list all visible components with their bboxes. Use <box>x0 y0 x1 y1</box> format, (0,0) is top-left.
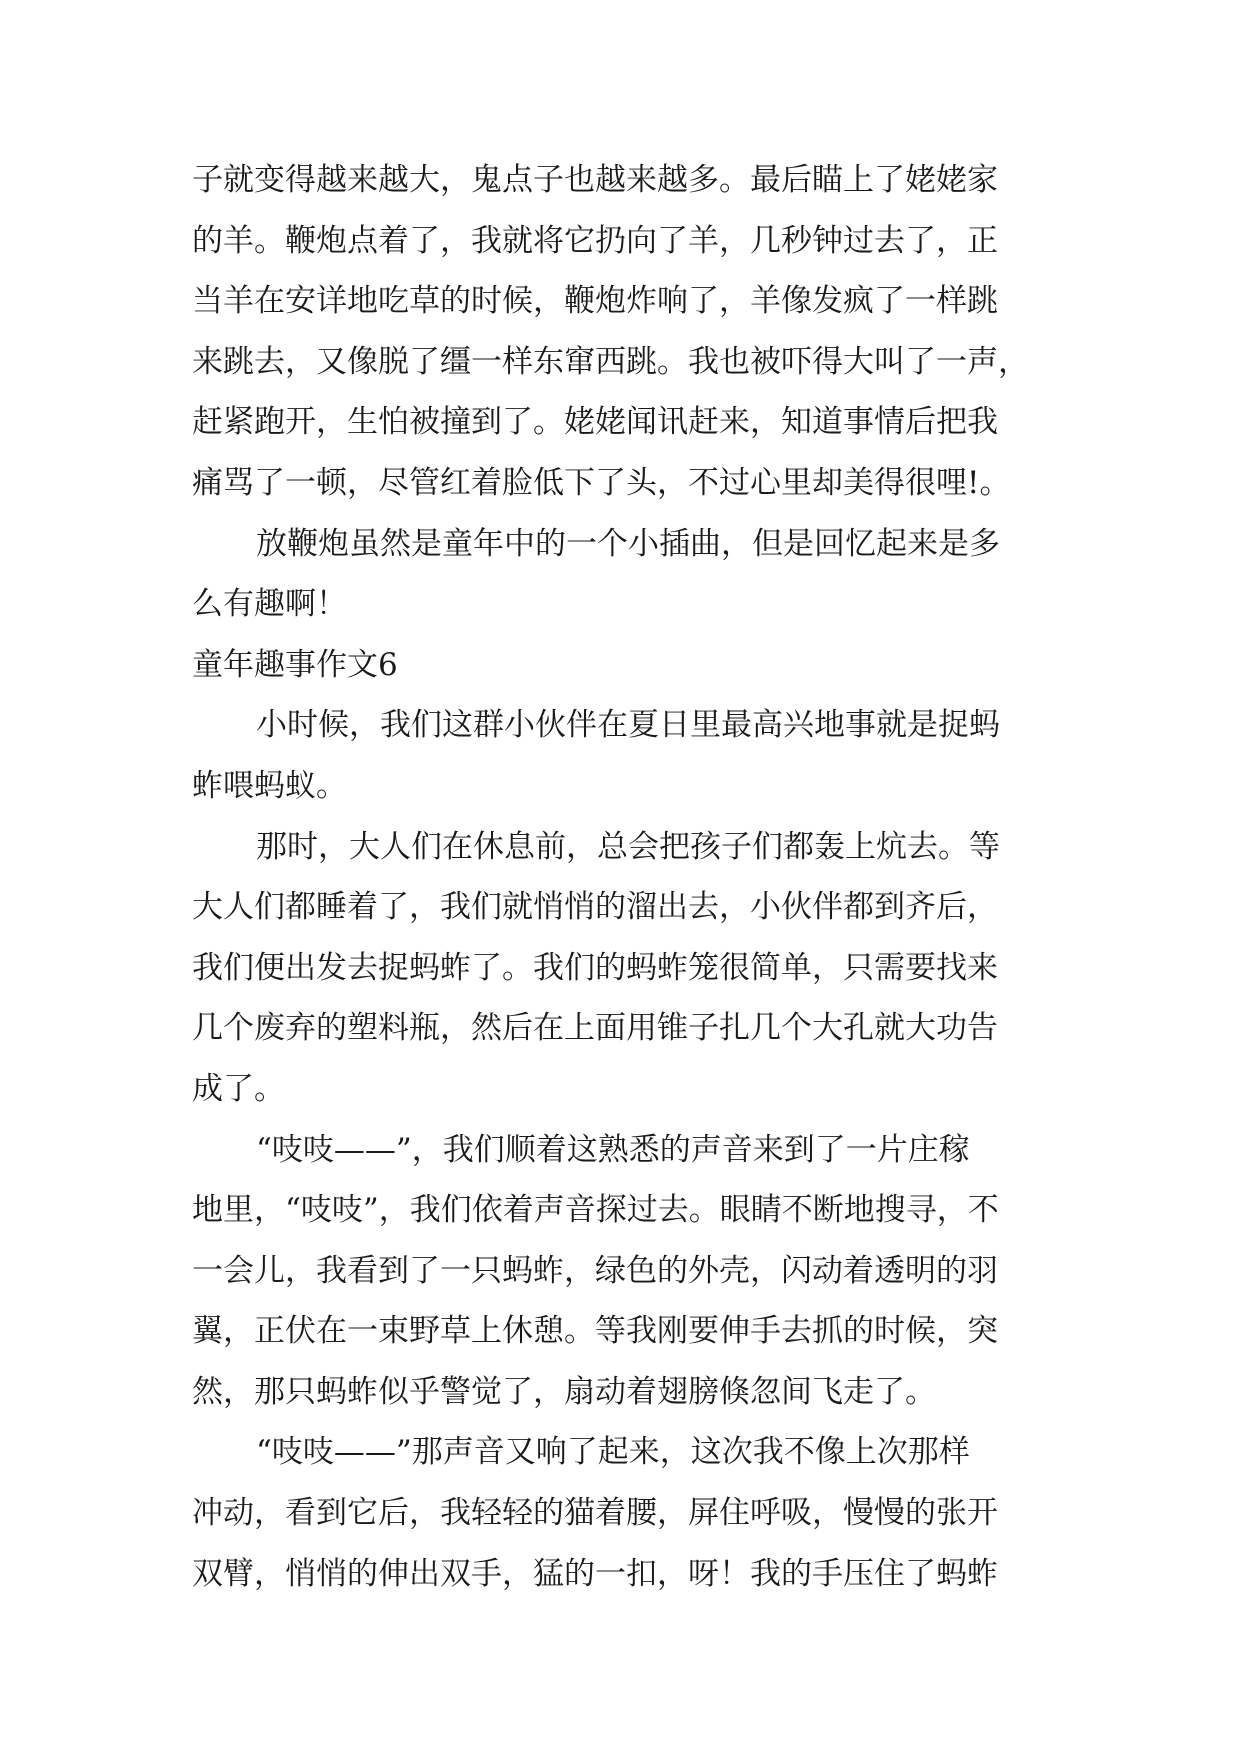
paragraph-first-line: 小时候，我们这群小伙伴在夏日里最高兴地事就是捉蚂 <box>256 707 1000 744</box>
text-line: 赶紧跑开，生怕被撞到了。姥姥闻讯赶来，知道事情后把我 <box>192 404 998 441</box>
essay-text <box>192 150 1072 1604</box>
text-line: 成了。 <box>192 1070 285 1107</box>
text-line: 大人们都睡着了，我们就悄悄的溜出去，小伙伴都到齐后， <box>192 889 998 926</box>
text-line: 然，那只蚂蚱似乎警觉了，扇动着翅膀倏忽间飞走了。 <box>192 1373 936 1410</box>
text-line: 当羊在安详地吃草的时候，鞭炮炸响了，羊像发疯了一样跳 <box>192 283 998 320</box>
paragraph-first-line: 那时，大人们在休息前，总会把孩子们都轰上炕去。等 <box>256 828 1000 865</box>
text-line: 一会儿，我看到了一只蚂蚱，绿色的外壳，闪动着透明的羽 <box>192 1252 998 1289</box>
text-line: 我们便出发去捉蚂蚱了。我们的蚂蚱笼很简单，只需要找来 <box>192 949 998 986</box>
text-line: 子就变得越来越大，鬼点子也越来越多。最后瞄上了姥姥家 <box>192 162 998 198</box>
section-heading: 童年趣事作文6 <box>192 646 398 683</box>
text-line: 么有趣啊！ <box>192 586 347 623</box>
text-line: 痛骂了一顿，尽管红着脸低下了头，不过心里却美得很哩!。 <box>192 464 1011 501</box>
text-line: 翼，正伏在一束野草上休憩。等我刚要伸手去抓的时候，突 <box>192 1313 998 1350</box>
text-line: 双臂，悄悄的伸出双手，猛的一扣，呀！我的手压住了蚂蚱 <box>192 1555 998 1592</box>
text-line: 地里，“吱吱”，我们依着声音探过去。眼睛不断地搜寻，不 <box>192 1192 999 1229</box>
paragraph-first-line: “吱吱——”，我们顺着这熟悉的声音来到了一片庄稼 <box>256 1131 970 1168</box>
text-line: 几个废弃的塑料瓶，然后在上面用锥子扎几个大孔就大功告 <box>192 1010 998 1047</box>
text-line: 蚱喂蚂蚁。 <box>192 767 347 804</box>
paragraph-first-line: “吱吱——”那声音又响了起来，这次我不像上次那样 <box>256 1434 970 1471</box>
text-line: 来跳去，又像脱了缰一样东窜西跳。我也被吓得大叫了一声， <box>192 343 1029 380</box>
paragraph-first-line: 放鞭炮虽然是童年中的一个小插曲，但是回忆起来是多 <box>256 525 1000 562</box>
text-line: 的羊。鞭炮点着了，我就将它扔向了羊，几秒钟过去了，正 <box>192 222 998 259</box>
text-line: 冲动，看到它后，我轻轻的猫着腰，屏住呼吸，慢慢的张开 <box>192 1495 998 1532</box>
